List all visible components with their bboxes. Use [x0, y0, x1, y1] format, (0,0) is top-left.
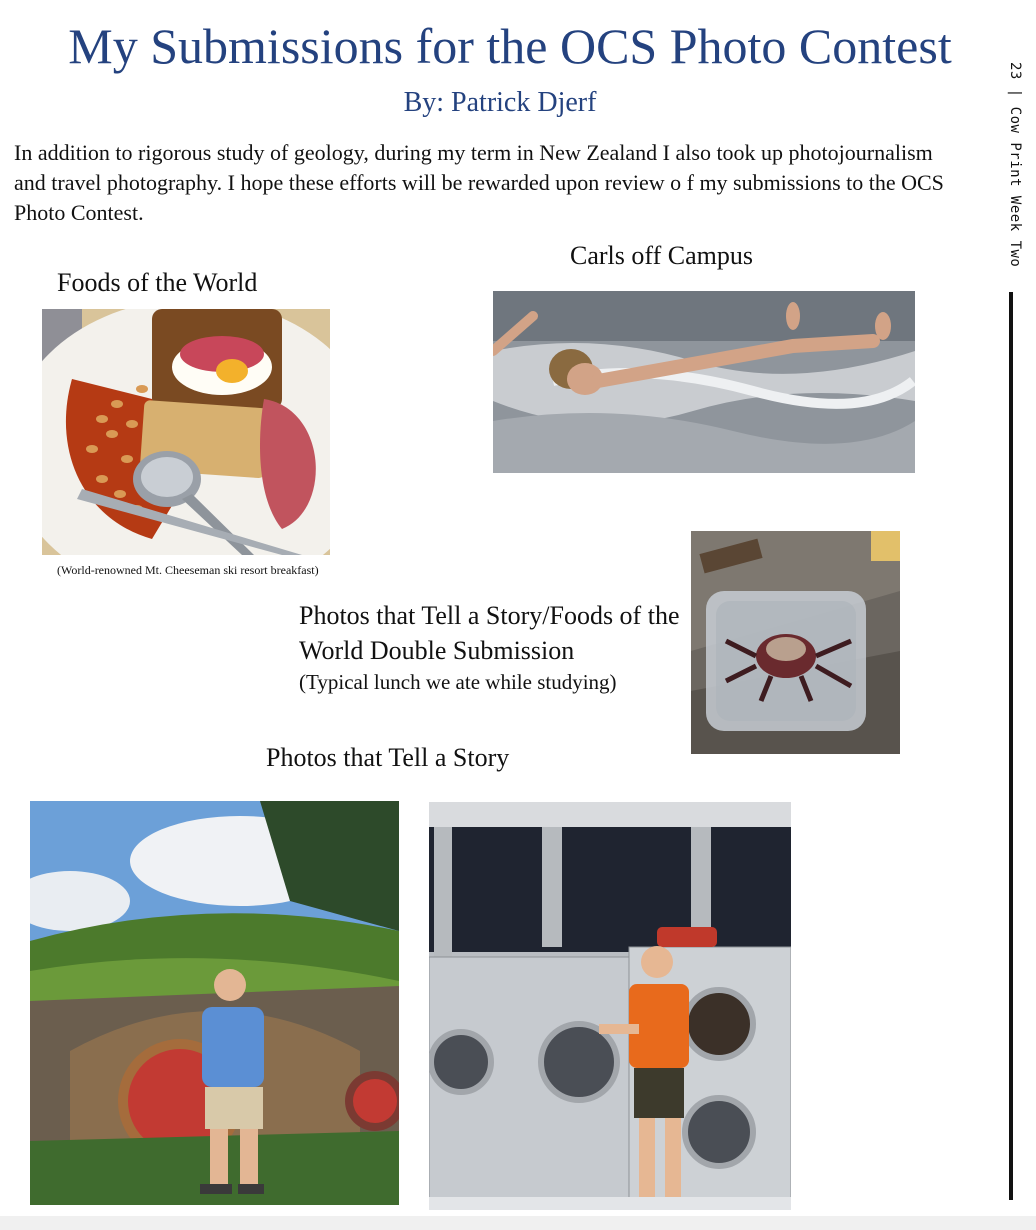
sidebar-rule: [1009, 292, 1013, 1200]
byline: By: Patrick Djerf: [403, 87, 597, 118]
carls-heading: Carls off Campus: [570, 241, 753, 270]
story-heading: Photos that Tell a Story: [266, 743, 510, 772]
page-label: 23 | Cow Print Week Two: [1007, 62, 1023, 268]
double-heading: Photos that Tell a Story/Foods of the World Double Submission: [299, 601, 680, 665]
page-title: My Submissions for the OCS Photo Contest: [68, 18, 952, 74]
crab-photo: [691, 531, 900, 754]
breakfast-caption: (World-renowned Mt. Cheeseman ski resort breakfast): [57, 563, 319, 577]
double-subcaption: (Typical lunch we ate while studying): [299, 670, 617, 694]
breakfast-photo: [42, 309, 330, 555]
intro-paragraph: In addition to rigorous study of geology, during my term in New Zealand I also took up photojournalism and travel photography. I hope these efforts will be rewarded upon review o f my submissions to the OCS Photo Contest.: [14, 140, 944, 225]
swimming-photo: [493, 291, 915, 473]
hobbit-hole-photo: [30, 801, 399, 1205]
laundromat-photo: [429, 802, 791, 1210]
footer-band: [0, 1216, 1036, 1230]
foods-heading: Foods of the World: [57, 268, 258, 297]
